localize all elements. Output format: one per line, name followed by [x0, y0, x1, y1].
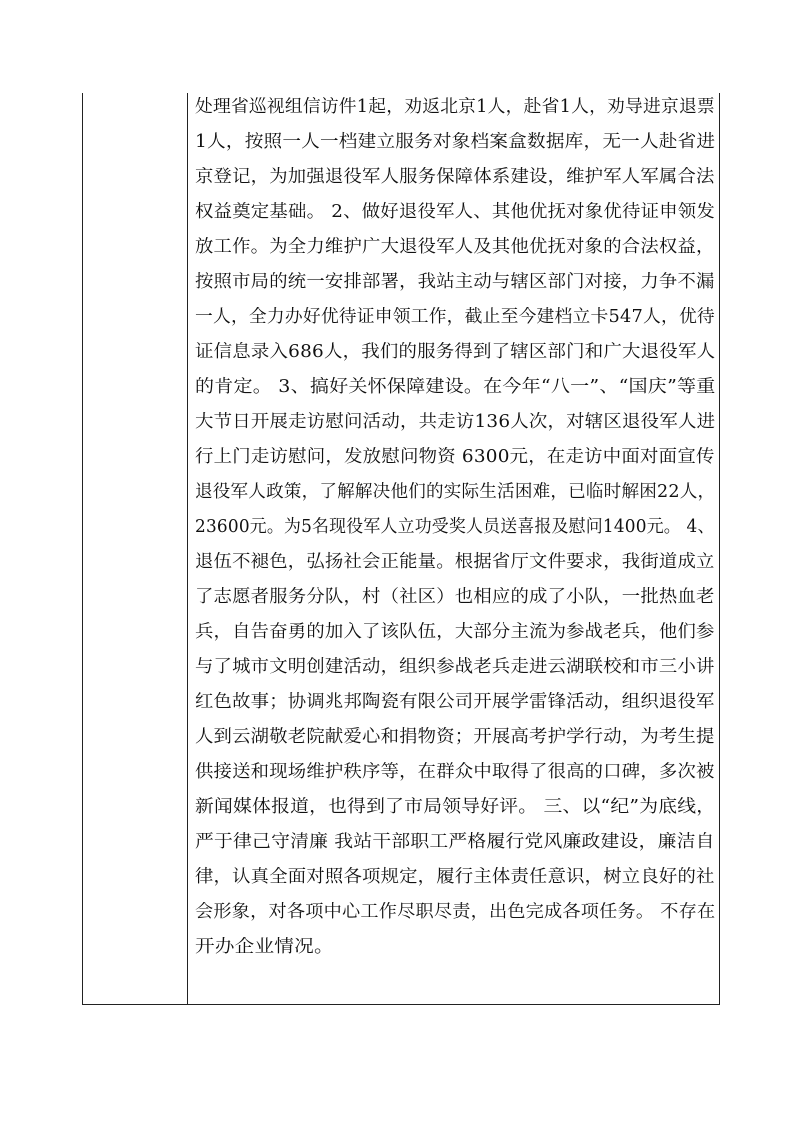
text-line: 证信息录入686人，我们的服务得到了辖区部门和广大退役军人: [195, 342, 716, 362]
text-line: 新闻媒体报道，也得到了市局领导好评。 三、以“纪”为底线，: [195, 797, 716, 817]
text-line: 严于律己守清廉 我站干部职工严格履行党风廉政建设，廉洁自: [195, 832, 715, 852]
text-line: 人到云湖敬老院献爱心和捐物资；开展高考护学行动，为考生提: [195, 727, 715, 747]
text-line: 一人，全力办好优待证申领工作，截止至今建档立卡547人，优待: [195, 307, 715, 327]
text-line: 会形象，对各项中心工作尽职尽责，出色完成各项任务。 不存在: [195, 902, 716, 922]
left-column-cell: [83, 93, 187, 1004]
text-line: 退伍不褪色，弘扬社会正能量。根据省厅文件要求，我街道成立: [195, 552, 715, 572]
text-line: 红色故事；协调兆邦陶瓷有限公司开展学雷锋活动，组织退役军: [195, 692, 715, 712]
text-line: 处理省巡视组信访件1起，劝返北京1人，赴省1人，劝导进京退票: [195, 97, 715, 117]
text-line: 的肯定。 3、搞好关怀保障建设。在今年“八一”、“国庆”等重: [195, 377, 716, 397]
text-line: 了志愿者服务分队，村（社区）也相应的成了小队，一批热血老: [195, 587, 715, 607]
text-line: 大节日开展走访慰问活动，共走访136人次，对辖区退役军人进: [195, 412, 716, 432]
text-line: 京登记，为加强退役军人服务保障体系建设，维护军人军属合法: [195, 167, 715, 187]
text-line: 与了城市文明创建活动，组织参战老兵走进云湖联校和市三小讲: [195, 657, 715, 677]
text-line: 供接送和现场维护秩序等，在群众中取得了很高的口碑，多次被: [195, 762, 715, 782]
text-line: 开办企业情况。: [195, 937, 334, 957]
column-divider: [187, 93, 188, 1004]
text-line: 按照市局的统一安排部署，我站主动与辖区部门对接，力争不漏: [195, 272, 715, 292]
text-line: 23600元。为5名现役军人立功受奖人员送喜报及慰问1400元。 4、: [195, 517, 715, 537]
text-line: 律，认真全面对照各项规定，履行主体责任意识，树立良好的社: [195, 867, 715, 887]
text-line: 兵，自告奋勇的加入了该队伍，大部分主流为参战老兵，他们参: [195, 622, 715, 642]
text-line: 放工作。为全力维护广大退役军人及其他优抚对象的合法权益，: [195, 237, 715, 257]
text-line: 权益奠定基础。 2、做好退役军人、其他优抚对象优待证申领发: [195, 202, 715, 222]
text-line: 行上门走访慰问，发放慰问物资 6300元，在走访中面对面宣传: [195, 447, 715, 467]
text-line: 1人，按照一人一档建立服务对象档案盒数据库，无一人赴省进: [195, 132, 716, 152]
text-line: 退役军人政策，了解解决他们的实际生活困难，已临时解困22人，: [195, 482, 716, 502]
report-table: [82, 93, 720, 1005]
